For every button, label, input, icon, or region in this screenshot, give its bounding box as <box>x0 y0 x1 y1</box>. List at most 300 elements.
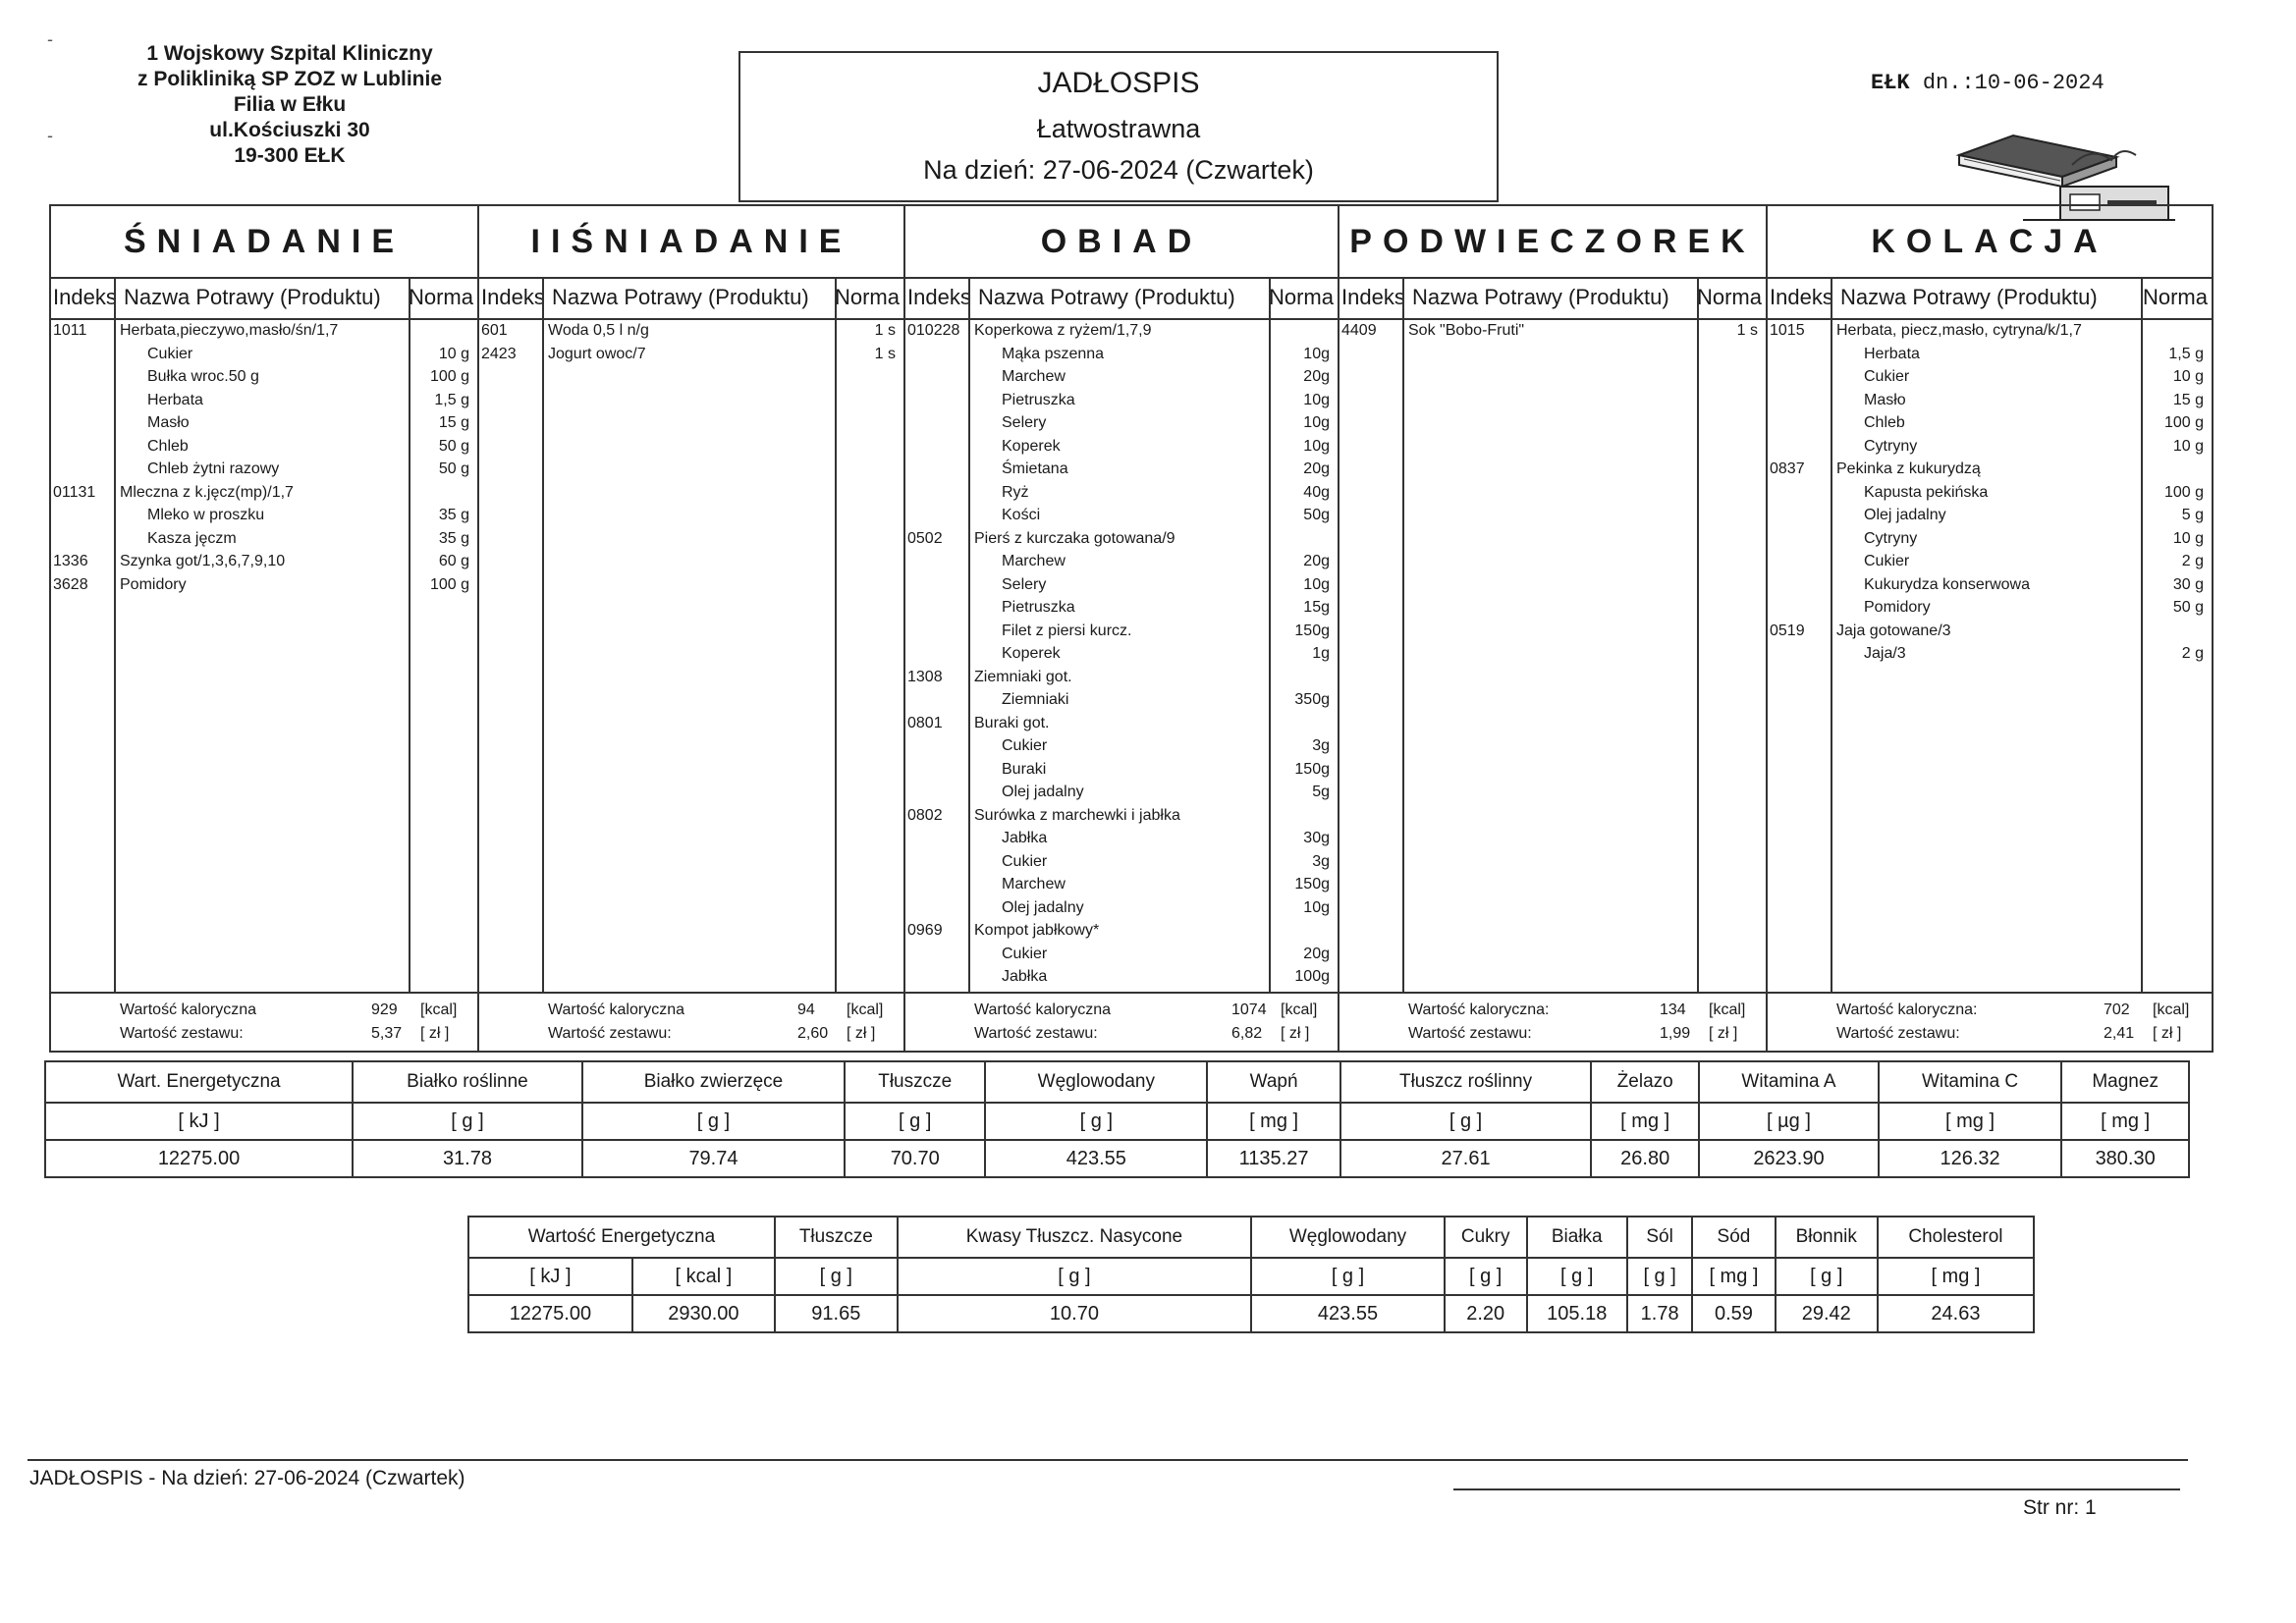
nutrient-unit: [ µg ] <box>1699 1103 1879 1140</box>
item-name: Cytryny <box>1864 438 1918 455</box>
nutrient-value: 0.59 <box>1692 1295 1775 1332</box>
list-item <box>51 322 477 346</box>
nutrient-value: 70.70 <box>845 1140 985 1177</box>
list-item <box>1339 322 1766 346</box>
item-norm: 10g <box>1303 899 1330 916</box>
item-norm: 50 g <box>438 438 469 455</box>
header-index: Indeks <box>1341 285 1405 309</box>
page-title: JADŁOSPIS <box>1037 67 1200 99</box>
item-index: 0801 <box>907 715 943 731</box>
item-name: Herbata <box>147 392 203 408</box>
list-item <box>905 322 1338 346</box>
list-item <box>1768 507 2212 530</box>
stamp-label: EŁK <box>1871 71 1910 95</box>
list-item <box>905 669 1338 692</box>
item-name: Chleb <box>1864 414 1905 431</box>
list-item <box>905 968 1338 992</box>
cost-value: 2,60 <box>797 1025 829 1042</box>
item-name: Woda 0,5 l n/g <box>548 322 649 339</box>
item-name: Koperkowa z ryżem/1,7,9 <box>974 322 1152 339</box>
item-index: 0837 <box>1770 460 1805 477</box>
item-index: 0502 <box>907 530 943 547</box>
nutrient-header: Wapń <box>1207 1061 1340 1103</box>
header-name: Nazwa Potrawy (Produktu) <box>124 285 381 309</box>
nutrient-value: 105.18 <box>1527 1295 1627 1332</box>
nutrient-value: 423.55 <box>1251 1295 1445 1332</box>
item-norm: 35 g <box>438 507 469 523</box>
list-item <box>905 346 1338 369</box>
kcal-value: 929 <box>371 1001 398 1018</box>
stamp-date <box>1871 71 2105 95</box>
energy-value: 12275.00 <box>468 1295 632 1332</box>
nutrient-header: Magnez <box>2061 1061 2189 1103</box>
item-name: Jabłka <box>1002 830 1048 846</box>
kcal-value: 1074 <box>1231 1001 1267 1018</box>
item-index: 601 <box>481 322 508 339</box>
header-norm: Norma <box>1696 285 1762 309</box>
list-item <box>905 645 1338 669</box>
scan-mark: - <box>47 29 53 49</box>
hospital-street: ul.Kościuszki 30 <box>209 119 370 141</box>
item-index: 01131 <box>53 484 96 501</box>
nutrient-unit: [ mg ] <box>1879 1103 2062 1140</box>
item-norm: 150g <box>1294 622 1330 639</box>
item-norm: 1g <box>1312 645 1330 662</box>
list-item <box>1768 484 2212 508</box>
item-norm: 10g <box>1303 576 1330 593</box>
item-name: Chleb żytni razowy <box>147 460 280 477</box>
nutrient-value: 27.61 <box>1340 1140 1591 1177</box>
item-norm: 15 g <box>2172 392 2204 408</box>
hospital-city: 19-300 EŁK <box>234 144 346 167</box>
list-item <box>905 784 1338 807</box>
nutrient-unit: [ g ] <box>985 1103 1207 1140</box>
item-name: Olej jadalny <box>1864 507 1946 523</box>
item-name: Pierś z kurczaka gotowana/9 <box>974 530 1175 547</box>
item-name: Herbata,pieczywo,masło/śn/1,7 <box>120 322 339 339</box>
nutrient-header: Witamina A <box>1699 1061 1879 1103</box>
list-item <box>905 946 1338 969</box>
energy-unit: [ kJ ] <box>468 1258 632 1295</box>
nutrient-header: Cholesterol <box>1878 1217 2034 1258</box>
list-item <box>51 346 477 369</box>
meal-summary <box>51 992 477 1053</box>
item-norm: 3g <box>1312 853 1330 870</box>
kcal-unit: [kcal] <box>847 1001 884 1018</box>
nutrient-header: Tłuszcze <box>845 1061 985 1103</box>
list-item <box>51 368 477 392</box>
meal-title: PODWIECZOREK <box>1339 206 1766 279</box>
cost-value: 1,99 <box>1660 1025 1691 1042</box>
item-index: 1308 <box>907 669 943 685</box>
item-norm: 30 g <box>2172 576 2204 593</box>
nutrient-unit: [ g ] <box>845 1103 985 1140</box>
divider <box>835 277 837 994</box>
item-norm: 20g <box>1303 946 1330 962</box>
item-name: Filet z piersi kurcz. <box>1002 622 1132 639</box>
list-item <box>1768 392 2212 415</box>
nutrient-header: Tłuszcze <box>775 1217 898 1258</box>
nutrient-value: 26.80 <box>1591 1140 1699 1177</box>
list-item <box>905 392 1338 415</box>
item-norm: 15g <box>1303 599 1330 616</box>
nutrient-unit: [ g ] <box>1340 1103 1591 1140</box>
item-name: Buraki got. <box>974 715 1050 731</box>
item-name: Cukier <box>1002 946 1048 962</box>
nutrient-header: Tłuszcz roślinny <box>1340 1061 1591 1103</box>
list-item <box>905 737 1338 761</box>
cost-unit: [ zł ] <box>420 1025 450 1042</box>
header-norm: Norma <box>2142 285 2208 309</box>
item-name: Marchew <box>1002 368 1066 385</box>
item-name: Herbata, piecz,masło, cytryna/k/1,7 <box>1836 322 2082 339</box>
item-name: Masło <box>147 414 190 431</box>
item-name: Marchew <box>1002 553 1066 569</box>
list-item <box>905 460 1338 484</box>
meal-summary <box>1768 992 2212 1053</box>
item-name: Mleko w proszku <box>147 507 265 523</box>
menu-date: Na dzień: 27-06-2024 (Czwartek) <box>923 155 1314 185</box>
list-item <box>51 414 477 438</box>
item-norm: 40g <box>1303 484 1330 501</box>
item-name: Herbata <box>1864 346 1920 362</box>
nutrition-value-row <box>45 1140 2189 1177</box>
nutrient-unit: [ g ] <box>898 1258 1251 1295</box>
nutrient-value: 29.42 <box>1776 1295 1878 1332</box>
item-index: 1336 <box>53 553 88 569</box>
cost-label: Wartość zestawu: <box>974 1025 1098 1042</box>
item-index: 010228 <box>907 322 960 339</box>
page-number: Str nr: 1 <box>2023 1496 2097 1519</box>
list-item <box>51 553 477 576</box>
nutrient-header: Węglowodany <box>1251 1217 1445 1258</box>
header-name: Nazwa Potrawy (Produktu) <box>552 285 809 309</box>
list-item <box>51 576 477 600</box>
meal-summary <box>905 992 1338 1053</box>
item-name: Pietruszka <box>1002 599 1075 616</box>
item-norm: 35 g <box>438 530 469 547</box>
item-name: Kompot jabłkowy* <box>974 922 1100 939</box>
item-name: Pietruszka <box>1002 392 1075 408</box>
kcal-unit: [kcal] <box>1281 1001 1318 1018</box>
item-norm: 5 g <box>2181 507 2204 523</box>
item-name: Jaja/3 <box>1864 645 1906 662</box>
divider <box>1697 277 1699 994</box>
hospital-address <box>108 41 471 169</box>
nutrient-unit: [ g ] <box>775 1258 898 1295</box>
list-item <box>51 438 477 461</box>
cost-label: Wartość zestawu: <box>1408 1025 1532 1042</box>
list-item <box>905 507 1338 530</box>
item-name: Selery <box>1002 576 1047 593</box>
nutrition2-value-row <box>468 1295 2034 1332</box>
item-norm: 50 g <box>2172 599 2204 616</box>
list-item <box>1768 460 2212 484</box>
item-name: Chleb <box>147 438 189 455</box>
item-name: Cukier <box>1864 368 1910 385</box>
item-name: Mleczna z k.jęcz(mp)/1,7 <box>120 484 294 501</box>
hospital-name: 1 Wojskowy Szpital Kliniczny <box>146 42 433 65</box>
item-index: 4409 <box>1341 322 1377 339</box>
list-item <box>905 368 1338 392</box>
item-norm: 60 g <box>438 553 469 569</box>
nutrient-header: Kwasy Tłuszcz. Nasycone <box>898 1217 1251 1258</box>
list-item <box>905 622 1338 646</box>
item-index: 3628 <box>53 576 88 593</box>
cost-label: Wartość zestawu: <box>548 1025 672 1042</box>
list-item <box>905 691 1338 715</box>
nutrient-unit: [ g ] <box>1527 1258 1627 1295</box>
item-name: Śmietana <box>1002 460 1068 477</box>
item-name: Cukier <box>1002 737 1048 754</box>
header-name: Nazwa Potrawy (Produktu) <box>1412 285 1669 309</box>
item-name: Jabłka <box>1002 968 1048 985</box>
item-name: Cytryny <box>1864 530 1918 547</box>
item-norm: 5g <box>1312 784 1330 800</box>
item-norm: 10g <box>1303 392 1330 408</box>
nutrient-unit: [ mg ] <box>1692 1258 1775 1295</box>
meal-column <box>1768 206 2212 1051</box>
nutrient-value: 31.78 <box>353 1140 582 1177</box>
scan-mark: - <box>47 126 53 145</box>
kcal-label: Wartość kaloryczna <box>548 1001 684 1018</box>
nutrient-header: Węglowodany <box>985 1061 1207 1103</box>
meal-title: OBIAD <box>905 206 1338 279</box>
nutrition-table-main <box>44 1060 2190 1178</box>
item-norm: 50g <box>1303 507 1330 523</box>
list-item <box>905 414 1338 438</box>
item-name: Olej jadalny <box>1002 899 1084 916</box>
header-norm: Norma <box>408 285 473 309</box>
item-index: 1011 <box>53 322 87 339</box>
meal-column <box>905 206 1339 1051</box>
item-name: Kapusta pekińska <box>1864 484 1989 501</box>
nutrient-value: 126.32 <box>1879 1140 2062 1177</box>
nutrient-header: Błonnik <box>1776 1217 1878 1258</box>
nutrient-value: 1135.27 <box>1207 1140 1340 1177</box>
item-name: Cukier <box>147 346 193 362</box>
nutrient-unit: [ g ] <box>582 1103 845 1140</box>
list-item <box>905 715 1338 738</box>
list-item <box>1768 645 2212 669</box>
cost-label: Wartość zestawu: <box>1836 1025 1960 1042</box>
cost-label: Wartość zestawu: <box>120 1025 244 1042</box>
cost-unit: [ zł ] <box>1709 1025 1738 1042</box>
nutrient-value: 423.55 <box>985 1140 1207 1177</box>
item-index: 0802 <box>907 807 943 824</box>
meals-table <box>49 204 2214 1053</box>
title-box <box>738 51 1499 202</box>
list-item <box>51 530 477 554</box>
nutrient-unit: [ g ] <box>1445 1258 1527 1295</box>
header-name: Nazwa Potrawy (Produktu) <box>1840 285 2098 309</box>
item-name: Masło <box>1864 392 1906 408</box>
item-name: Ziemniaki <box>1002 691 1069 708</box>
list-item <box>51 484 477 508</box>
nutrient-unit: [ g ] <box>1251 1258 1445 1295</box>
item-norm: 10 g <box>2172 368 2204 385</box>
nutrient-value: 10.70 <box>898 1295 1251 1332</box>
energy-value: 2930.00 <box>632 1295 775 1332</box>
nutrition2-header-row <box>468 1217 2034 1258</box>
nutrient-unit: [ mg ] <box>1591 1103 1699 1140</box>
nutrient-value: 1.78 <box>1627 1295 1692 1332</box>
cost-value: 6,82 <box>1231 1025 1263 1042</box>
kcal-unit: [kcal] <box>2153 1001 2190 1018</box>
list-item <box>479 346 903 369</box>
item-name: Sok "Bobo-Fruti" <box>1408 322 1525 339</box>
divider <box>542 277 544 994</box>
item-name: Kukurydza konserwowa <box>1864 576 2030 593</box>
item-norm: 150g <box>1294 876 1330 893</box>
list-item <box>51 392 477 415</box>
list-item <box>1768 553 2212 576</box>
list-item <box>905 530 1338 554</box>
cost-unit: [ zł ] <box>1281 1025 1310 1042</box>
list-item <box>1768 576 2212 600</box>
meal-title: IIŚNIADANIE <box>479 206 903 279</box>
item-norm: 100g <box>1294 968 1330 985</box>
item-name: Buraki <box>1002 761 1047 778</box>
item-norm: 30g <box>1303 830 1330 846</box>
list-item <box>905 553 1338 576</box>
list-item <box>1768 438 2212 461</box>
column-header-row <box>905 277 1338 320</box>
kcal-unit: [kcal] <box>420 1001 458 1018</box>
nutrient-value: 12275.00 <box>45 1140 353 1177</box>
item-norm: 2 g <box>2181 553 2204 569</box>
header-index: Indeks <box>907 285 971 309</box>
item-norm: 350g <box>1294 691 1330 708</box>
kcal-value: 702 <box>2104 1001 2130 1018</box>
nutrient-header: Białka <box>1527 1217 1627 1258</box>
item-norm: 20g <box>1303 553 1330 569</box>
cost-unit: [ zł ] <box>847 1025 876 1042</box>
list-item <box>1768 530 2212 554</box>
item-norm: 100 g <box>429 368 469 385</box>
list-item <box>905 484 1338 508</box>
item-norm: 1 s <box>874 346 896 362</box>
item-index: 0969 <box>907 922 943 939</box>
item-norm: 10 g <box>438 346 469 362</box>
item-norm: 1,5 g <box>2168 346 2204 362</box>
list-item <box>1768 368 2212 392</box>
kcal-label: Wartość kaloryczna <box>974 1001 1111 1018</box>
meal-column <box>1339 206 1768 1051</box>
nutrition-unit-row <box>45 1103 2189 1140</box>
cost-value: 2,41 <box>2104 1025 2135 1042</box>
item-norm: 10g <box>1303 438 1330 455</box>
header-index: Indeks <box>1770 285 1833 309</box>
nutrient-unit: [ kJ ] <box>45 1103 353 1140</box>
list-item <box>51 507 477 530</box>
item-name: Kości <box>1002 507 1041 523</box>
item-norm: 100 g <box>2163 414 2204 431</box>
item-norm: 10 g <box>2172 438 2204 455</box>
list-item <box>905 899 1338 923</box>
item-norm: 1 s <box>874 322 896 339</box>
energy-unit: [ kcal ] <box>632 1258 775 1295</box>
item-name: Pomidory <box>120 576 187 593</box>
item-norm: 20g <box>1303 368 1330 385</box>
item-name: Jogurt owoc/7 <box>548 346 646 362</box>
kcal-label: Wartość kaloryczna <box>120 1001 256 1018</box>
item-index: 2423 <box>481 346 517 362</box>
list-item <box>1768 599 2212 622</box>
list-item <box>905 807 1338 831</box>
kcal-label: Wartość kaloryczna: <box>1836 1001 1978 1018</box>
item-norm: 100 g <box>429 576 469 593</box>
list-item <box>479 322 903 346</box>
hospital-parent: z Polikliniką SP ZOZ w Lublinie <box>137 68 442 90</box>
item-name: Mąka pszenna <box>1002 346 1105 362</box>
cost-unit: [ zł ] <box>2153 1025 2182 1042</box>
item-name: Cukier <box>1864 553 1910 569</box>
nutrient-header: Żelazo <box>1591 1061 1699 1103</box>
list-item <box>905 876 1338 899</box>
header-name: Nazwa Potrawy (Produktu) <box>978 285 1235 309</box>
item-norm: 10 g <box>2172 530 2204 547</box>
meal-title: KOLACJA <box>1768 206 2212 279</box>
item-norm: 10g <box>1303 346 1330 362</box>
item-name: Pomidory <box>1864 599 1931 616</box>
nutrient-value: 91.65 <box>775 1295 898 1332</box>
list-item <box>905 922 1338 946</box>
kcal-label: Wartość kaloryczna: <box>1408 1001 1550 1018</box>
cost-value: 5,37 <box>371 1025 403 1042</box>
item-name: Koperek <box>1002 645 1061 662</box>
header-norm: Norma <box>834 285 900 309</box>
item-norm: 15 g <box>438 414 469 431</box>
item-name: Cukier <box>1002 853 1048 870</box>
list-item <box>1768 346 2212 369</box>
nutrient-value: 79.74 <box>582 1140 845 1177</box>
nutrient-header: Witamina C <box>1879 1061 2062 1103</box>
item-name: Ryż <box>1002 484 1029 501</box>
nutrition-header-row <box>45 1061 2189 1103</box>
item-name: Surówka z marchewki i jabłka <box>974 807 1180 824</box>
footer-title: JADŁOSPIS - Na dzień: 27-06-2024 (Czwartek) <box>29 1467 465 1489</box>
kcal-unit: [kcal] <box>1709 1001 1746 1018</box>
nutrient-header: Sód <box>1692 1217 1775 1258</box>
list-item <box>1768 622 2212 646</box>
nutrient-unit: [ mg ] <box>1207 1103 1340 1140</box>
kcal-value: 94 <box>797 1001 815 1018</box>
nutrient-value: 380.30 <box>2061 1140 2189 1177</box>
header-index: Indeks <box>53 285 117 309</box>
item-norm: 1 s <box>1736 322 1758 339</box>
nutrient-unit: [ mg ] <box>2061 1103 2189 1140</box>
nutrient-header: Wart. Energetyczna <box>45 1061 353 1103</box>
item-name: Kasza jęczm <box>147 530 237 547</box>
list-item <box>905 576 1338 600</box>
energy-header: Wartość Energetyczna <box>468 1217 775 1258</box>
item-name: Ziemniaki got. <box>974 669 1072 685</box>
header-norm: Norma <box>1268 285 1334 309</box>
diet-name: Łatwostrawna <box>1036 114 1201 143</box>
item-index: 1015 <box>1770 322 1805 339</box>
item-name: Szynka got/1,3,6,7,9,10 <box>120 553 286 569</box>
nutrient-unit: [ g ] <box>353 1103 582 1140</box>
meal-column <box>51 206 479 1051</box>
footer-divider <box>27 1459 2188 1461</box>
stamp-value: dn.:10-06-2024 <box>1922 71 2105 95</box>
item-name: Selery <box>1002 414 1047 431</box>
item-norm: 3g <box>1312 737 1330 754</box>
item-norm: 20g <box>1303 460 1330 477</box>
meal-title: ŚNIADANIE <box>51 206 477 279</box>
meal-summary <box>1339 992 1766 1053</box>
